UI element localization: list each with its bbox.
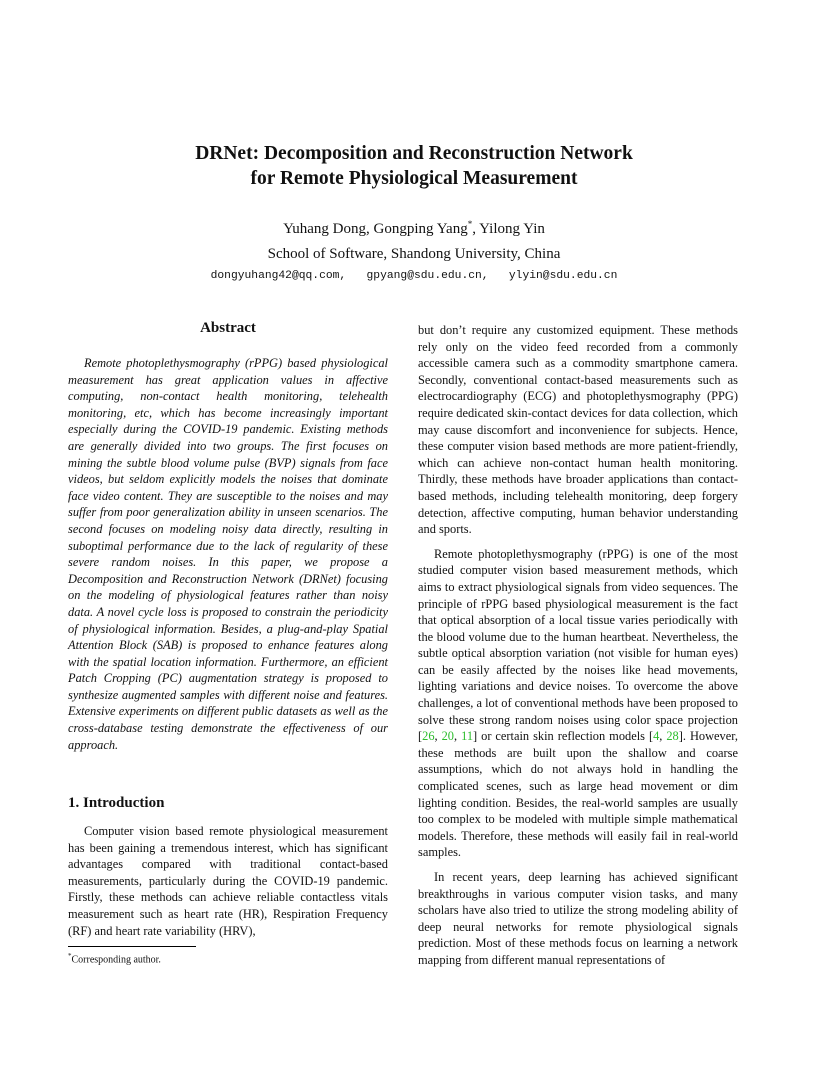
citation-link[interactable]: 26 — [422, 729, 435, 744]
right-paragraph-1: but don’t require any customized equipment. These methods rely only on the video feed recorded from a commonly accessible camera such as a commodity smartphone camera. Secondly, conventional contact-based measurements such as electrocardiography (ECG) and photoplethysmography (PPG) require dedicated skin-contact devices for data collection, which may cause discomfort and inconvenience for subjects. Hence, these computer vision based methods are more patient-friendly, which can achieve non-contact human health monitoring. Thirdly, these methods have broader applications than contact-based methods, including telehealth monitoring, deep forgery detection, affective computing, human behavior understanding and sports. — [418, 323, 738, 537]
author-2: Gongping Yang — [373, 221, 468, 237]
author-1: Yuhang Dong, — [283, 221, 374, 237]
intro-paragraph-1: Computer vision based remote physiological measurement has been gaining a tremendous interest, which has significant advantages compared with traditional contact-based measurements, particularly during the COVID-19 pandemic. Firstly, these methods can achieve reliable contactless vitals measurement such as heart rate (HR), Respiration Frequency (RF) and heart rate variability (HRV), — [68, 824, 388, 938]
author-3: , Yilong Yin — [472, 221, 545, 237]
paragraph-text: ] or certain skin reflection models [ — [473, 729, 654, 744]
footnote-mark: * — [68, 952, 72, 960]
section-heading-introduction: 1. Introduction — [68, 795, 165, 811]
citation-link[interactable]: 11 — [461, 729, 474, 744]
footnote-rule — [68, 946, 196, 947]
intro-body — [68, 823, 388, 939]
author-list — [0, 219, 828, 238]
paragraph-text: ]. However, these methods are built upon the shallow and coarse assumptions, which do not always hold in handling the complicated scenes, such as large head movement or dim lighting condition. Besides, the real-world samples are usually too complex to be modeled with multiple simple mathematical models. Therefore, these methods will easily fail in real-world samples. — [418, 729, 738, 860]
title-line-2: for Remote Physiological Measurement — [250, 168, 578, 189]
footnote-text: Corresponding author. — [71, 954, 161, 966]
footnote — [68, 952, 161, 965]
abstract-text: Remote photoplethysmography (rPPG) based physiological measurement has great application values in affective computing, non-contact health monitoring, telehealth monitoring, etc, which has become increasingly important especially during the COVID-19 pandemic. Existing methods are generally divided into two groups. The first focuses on mining the subtle blood volume pulse (BVP) signals from face videos, but seldom explicitly models the noises that dominate face video content. They are susceptible to the noises and may suffer from poor generalization ability in unseen scenarios. The second focuses on modeling noisy data directly, resulting in suboptimal performance due to the lack of regularity of these severe random noises. In this paper, we propose a Decomposition and Reconstruction Network (DRNet) focusing on the modeling of physiological features rather than noisy data. A novel cycle loss is proposed to constrain the periodicity of physiological information. Besides, a plug-and-play Spatial Attention Block (SAB) is proposed to enhance features along with the spatial location information. Furthermore, an efficient Patch Cropping (PC) augmentation strategy is proposed to synthesize augmented samples with different noise and features. Extensive experiments on different public datasets as well as the cross-database testing demonstrate the effectiveness of our approach. — [68, 356, 388, 752]
paragraph-text: Remote photoplethysmography (rPPG) is one of the most studied computer vision based measurement methods, which aims to extract physiological signals from video sequences. The principle of rPPG based physiological measurement is the fact that optical absorption of a local tissue varies periodically with the blood volume due to the human heartbeat. Nevertheless, the subtle optical absorption variation (not visible for human eyes) can be easily affected by the noises like head movements, lighting variations and device noises. To overcome the above challenges, a lot of conventional methods have been proposed to solve these strong random noises using color space projection [ — [418, 546, 738, 744]
email-list: dongyuhang42@qq.com, gpyang@sdu.edu.cn, ylyin@sdu.edu.cn — [210, 270, 618, 282]
title-line-1: DRNet: Decomposition and Reconstruction Network — [195, 143, 633, 164]
corresponding-mark: * — [467, 219, 473, 229]
right-paragraph-3: In recent years, deep learning has achieved significant breakthroughs in various computer vision tasks, and many scholars have also tried to utilize the strong modeling ability of deep neural networks for remote physiological signals prediction. Most of these methods focus on learning a network mapping from different manual representations of — [418, 870, 738, 967]
paper-title — [0, 141, 828, 191]
citation-link[interactable]: 4 — [653, 729, 660, 744]
affiliation: School of Software, Shandong University, China — [267, 246, 561, 262]
citation-link[interactable]: 28 — [666, 729, 679, 744]
abstract-body — [68, 355, 388, 753]
abstract-heading: Abstract — [200, 320, 256, 336]
citation-link[interactable]: 20 — [441, 729, 454, 744]
right-column — [418, 322, 738, 969]
right-paragraph-2: Remote photoplethysmography (rPPG) is one of the most studied computer vision based measurement methods, which aims to extract physiological signals from video sequences. The principle of rPPG based physiological measurement is the fact that optical absorption of a local tissue varies periodically with the blood volume due to the human heartbeat. Nevertheless, the subtle optical absorption variation (not visible for human eyes) can be easily affected by the noises like head movements, lighting variations and device noises. To overcome the above challenges, a lot of conventional methods have been proposed to solve these strong random noises using color space projection [26, 20, 11] or certain skin reflection models [4, 28]. However, these methods are built upon the shallow and coarse assumptions, which do not always hold in handling the complicated scenes, such as large head movement or dim lighting condition. Besides, the real-world samples are usually too complex to be modeled with multiple simple mathematical models. Therefore, these methods will easily fail in real-world samples. — [418, 546, 738, 860]
